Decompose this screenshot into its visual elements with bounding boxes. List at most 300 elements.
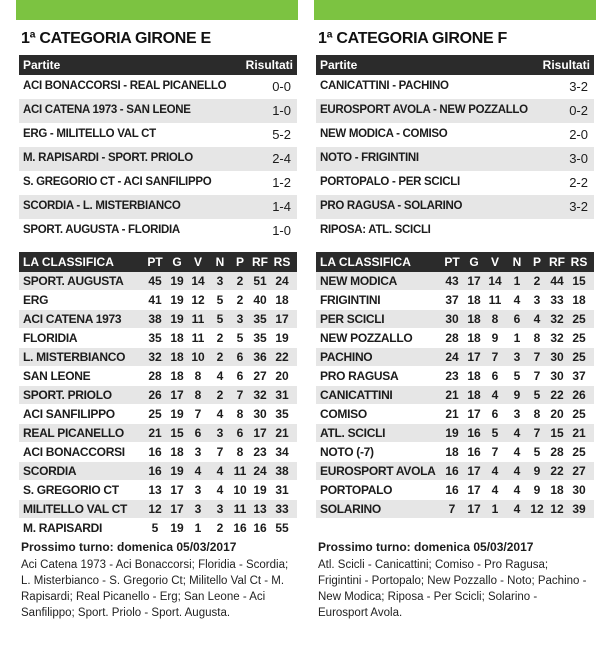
matches-header-label: Partite bbox=[320, 58, 358, 72]
standings-value: 32 bbox=[550, 331, 564, 345]
match-row bbox=[316, 219, 594, 243]
standings-value: 21 bbox=[445, 388, 459, 402]
standings-value: 2 bbox=[533, 274, 541, 288]
standings-team: SPORT. PRIOLO bbox=[23, 388, 112, 402]
standings-value: 30 bbox=[550, 350, 564, 364]
standings-value: 16 bbox=[233, 521, 247, 535]
standings-header-label: LA CLASSIFICA bbox=[320, 255, 411, 269]
match-teams: PORTOPALO - PER SCICLI bbox=[320, 176, 460, 188]
standings-value: 22 bbox=[550, 464, 564, 478]
standings-value: 1 bbox=[194, 521, 202, 535]
standings-value: 9 bbox=[513, 388, 521, 402]
standings-col-p: P bbox=[532, 255, 541, 269]
standings-value: 13 bbox=[148, 483, 162, 497]
match-teams: EUROSPORT AVOLA - NEW POZZALLO bbox=[320, 104, 528, 116]
match-result: 2-4 bbox=[272, 151, 291, 166]
standings-value: 2 bbox=[236, 274, 244, 288]
standings-value: 5 bbox=[216, 293, 224, 307]
standings-value: 17 bbox=[467, 502, 481, 516]
standings-value: 25 bbox=[572, 331, 586, 345]
standings-value: 8 bbox=[194, 388, 202, 402]
standings-value: 4 bbox=[491, 464, 499, 478]
standings-value: 7 bbox=[194, 407, 202, 421]
match-result: 3-0 bbox=[569, 151, 588, 166]
standings-row bbox=[316, 367, 594, 385]
standings-value: 17 bbox=[467, 464, 481, 478]
standings-row bbox=[316, 272, 594, 290]
standings-team: S. GREGORIO CT bbox=[23, 483, 119, 497]
standings-value: 3 bbox=[216, 426, 224, 440]
green-top-band-right bbox=[314, 0, 596, 20]
standings-row bbox=[316, 443, 594, 461]
standings-value: 26 bbox=[572, 388, 586, 402]
standings-value: 2 bbox=[216, 388, 224, 402]
standings-value: 21 bbox=[572, 426, 586, 440]
standings-row bbox=[19, 519, 297, 537]
match-result: 1-0 bbox=[272, 103, 291, 118]
match-row bbox=[316, 75, 594, 99]
standings-team: NEW MODICA bbox=[320, 274, 397, 288]
standings-value: 5 bbox=[513, 369, 521, 383]
standings-row bbox=[316, 500, 594, 518]
standings-team: M. RAPISARDI bbox=[23, 521, 103, 535]
standings-value: 5 bbox=[491, 426, 499, 440]
standings-col-n: N bbox=[512, 255, 522, 269]
match-row bbox=[19, 219, 297, 243]
standings-col-n: N bbox=[215, 255, 225, 269]
standings-value: 19 bbox=[170, 312, 184, 326]
standings-value: 11 bbox=[233, 502, 247, 516]
standings-row bbox=[316, 481, 594, 499]
standings-value: 17 bbox=[170, 388, 184, 402]
standings-value: 9 bbox=[533, 483, 541, 497]
match-result: 1-0 bbox=[272, 223, 291, 238]
standings-value: 27 bbox=[253, 369, 267, 383]
standings-row bbox=[19, 348, 297, 366]
standings-value: 7 bbox=[533, 426, 541, 440]
match-teams: M. RAPISARDI - SPORT. PRIOLO bbox=[23, 152, 193, 164]
standings-value: 28 bbox=[148, 369, 162, 383]
standings-value: 15 bbox=[572, 274, 586, 288]
standings-value: 17 bbox=[467, 483, 481, 497]
standings-col-g: G bbox=[469, 255, 479, 269]
standings-value: 16 bbox=[148, 445, 162, 459]
standings-value: 25 bbox=[148, 407, 162, 421]
standings-value: 17 bbox=[467, 274, 481, 288]
standings-col-rs: RS bbox=[570, 255, 588, 269]
standings-value: 4 bbox=[513, 464, 521, 478]
standings-col-v: V bbox=[490, 255, 499, 269]
standings-value: 6 bbox=[491, 407, 499, 421]
standings-team: SOLARINO bbox=[320, 502, 381, 516]
standings-value: 41 bbox=[148, 293, 162, 307]
standings-value: 35 bbox=[253, 312, 267, 326]
standings-value: 6 bbox=[236, 369, 244, 383]
standings-value: 12 bbox=[550, 502, 564, 516]
standings-value: 22 bbox=[550, 388, 564, 402]
standings-value: 16 bbox=[253, 521, 267, 535]
standings-value: 15 bbox=[170, 426, 184, 440]
standings-value: 4 bbox=[216, 464, 224, 478]
matches-header bbox=[316, 55, 594, 75]
standings-value: 6 bbox=[236, 426, 244, 440]
standings-value: 4 bbox=[216, 407, 224, 421]
standings-value: 3 bbox=[194, 445, 202, 459]
standings-team: EUROSPORT AVOLA bbox=[320, 464, 436, 478]
standings-value: 5 bbox=[216, 312, 224, 326]
standings-value: 45 bbox=[148, 274, 162, 288]
standings-value: 3 bbox=[513, 407, 521, 421]
standings-value: 11 bbox=[191, 312, 205, 326]
standings-value: 2 bbox=[216, 350, 224, 364]
standings-row bbox=[316, 405, 594, 423]
standings-value: 4 bbox=[513, 445, 521, 459]
standings-value: 40 bbox=[253, 293, 267, 307]
standings-col-g: G bbox=[172, 255, 182, 269]
match-result: 0-0 bbox=[272, 79, 291, 94]
standings-value: 4 bbox=[491, 483, 499, 497]
standings-row bbox=[19, 405, 297, 423]
standings-value: 2 bbox=[216, 521, 224, 535]
standings-value: 9 bbox=[533, 464, 541, 478]
standings-value: 4 bbox=[216, 483, 224, 497]
standings-row bbox=[316, 310, 594, 328]
standings-value: 11 bbox=[233, 464, 247, 478]
standings-row bbox=[19, 481, 297, 499]
match-row bbox=[316, 195, 594, 219]
match-row bbox=[316, 123, 594, 147]
standings-value: 15 bbox=[550, 426, 564, 440]
standings-value: 3 bbox=[216, 502, 224, 516]
standings-value: 32 bbox=[148, 350, 162, 364]
standings-team: ACI SANFILIPPO bbox=[23, 407, 115, 421]
standings-row bbox=[19, 443, 297, 461]
standings-value: 12 bbox=[148, 502, 162, 516]
standings-value: 19 bbox=[445, 426, 459, 440]
standings-value: 17 bbox=[170, 483, 184, 497]
standings-value: 2 bbox=[236, 293, 244, 307]
match-row bbox=[316, 171, 594, 195]
standings-value: 6 bbox=[236, 350, 244, 364]
standings-value: 10 bbox=[233, 483, 247, 497]
standings-value: 3 bbox=[513, 350, 521, 364]
standings-value: 51 bbox=[253, 274, 267, 288]
standings-value: 4 bbox=[513, 293, 521, 307]
standings-row bbox=[19, 310, 297, 328]
standings-col-pt: PT bbox=[147, 255, 163, 269]
standings-value: 23 bbox=[445, 369, 459, 383]
standings-value: 17 bbox=[275, 312, 289, 326]
match-teams: PRO RAGUSA - SOLARINO bbox=[320, 200, 463, 212]
standings-value: 4 bbox=[513, 483, 521, 497]
standings-value: 6 bbox=[513, 312, 521, 326]
standings-value: 11 bbox=[488, 293, 502, 307]
standings-team: PACHINO bbox=[320, 350, 373, 364]
match-row bbox=[19, 123, 297, 147]
standings-value: 4 bbox=[513, 426, 521, 440]
match-teams: NOTO - FRIGINTINI bbox=[320, 152, 419, 164]
standings-value: 16 bbox=[445, 483, 459, 497]
standings-value: 17 bbox=[467, 350, 481, 364]
standings-value: 8 bbox=[533, 331, 541, 345]
standings-value: 28 bbox=[550, 445, 564, 459]
standings-value: 55 bbox=[275, 521, 289, 535]
standings-value: 4 bbox=[533, 312, 541, 326]
standings-value: 24 bbox=[275, 274, 289, 288]
standings-value: 7 bbox=[236, 388, 244, 402]
standings-value: 8 bbox=[236, 407, 244, 421]
standings-value: 10 bbox=[191, 350, 205, 364]
standings-value: 30 bbox=[445, 312, 459, 326]
standings-value: 21 bbox=[445, 407, 459, 421]
match-result: 3-2 bbox=[569, 199, 588, 214]
standings-col-rs: RS bbox=[273, 255, 291, 269]
standings-value: 7 bbox=[491, 350, 499, 364]
standings-value: 17 bbox=[253, 426, 267, 440]
standings-col-p: P bbox=[235, 255, 244, 269]
standings-value: 14 bbox=[191, 274, 205, 288]
standings-col-rf: RF bbox=[252, 255, 268, 269]
standings-value: 20 bbox=[550, 407, 564, 421]
match-row bbox=[316, 99, 594, 123]
standings-value: 18 bbox=[467, 369, 481, 383]
standings-value: 24 bbox=[253, 464, 267, 478]
match-row bbox=[19, 75, 297, 99]
standings-value: 2 bbox=[216, 331, 224, 345]
standings-value: 38 bbox=[275, 464, 289, 478]
standings-value: 9 bbox=[491, 331, 499, 345]
standings-value: 18 bbox=[467, 388, 481, 402]
match-result: 1-2 bbox=[272, 175, 291, 190]
standings-value: 8 bbox=[491, 312, 499, 326]
standings-value: 18 bbox=[170, 331, 184, 345]
standings-team: SCORDIA bbox=[23, 464, 77, 478]
results-header-label: Risultati bbox=[245, 58, 293, 72]
standings-team: NOTO (-7) bbox=[320, 445, 374, 459]
standings-value: 39 bbox=[572, 502, 586, 516]
standings-value: 32 bbox=[550, 312, 564, 326]
standings-row bbox=[316, 329, 594, 347]
match-result: 2-2 bbox=[569, 175, 588, 190]
standings-value: 1 bbox=[491, 502, 499, 516]
standings-value: 26 bbox=[148, 388, 162, 402]
match-teams: SCORDIA - L. MISTERBIANCO bbox=[23, 200, 181, 212]
standings-value: 44 bbox=[550, 274, 564, 288]
standings-row bbox=[316, 424, 594, 442]
match-teams: ERG - MILITELLO VAL CT bbox=[23, 128, 156, 140]
standings-value: 18 bbox=[467, 331, 481, 345]
matches-header-label: Partite bbox=[23, 58, 61, 72]
standings-value: 16 bbox=[445, 464, 459, 478]
next-round-title: Prossimo turno: domenica 05/03/2017 bbox=[21, 540, 237, 554]
standings-row bbox=[316, 291, 594, 309]
standings-value: 36 bbox=[253, 350, 267, 364]
standings-value: 14 bbox=[488, 274, 502, 288]
standings-value: 18 bbox=[572, 293, 586, 307]
standings-value: 16 bbox=[467, 445, 481, 459]
standings-value: 33 bbox=[550, 293, 564, 307]
standings-value: 17 bbox=[467, 407, 481, 421]
standings-value: 35 bbox=[275, 407, 289, 421]
next-round-title: Prossimo turno: domenica 05/03/2017 bbox=[318, 540, 534, 554]
match-row bbox=[19, 99, 297, 123]
standings-value: 21 bbox=[275, 426, 289, 440]
standings-col-pt: PT bbox=[444, 255, 460, 269]
standings-team: ACI CATENA 1973 bbox=[23, 312, 122, 326]
standings-value: 33 bbox=[275, 502, 289, 516]
standings-value: 19 bbox=[170, 407, 184, 421]
next-round-fixtures: Aci Catena 1973 - Aci Bonaccorsi; Floridia - Scordia; L. Misterbianco - S. Gregorio Ct; Militello Val Ct - M. Rapisardi; Real Picanello - Erg; San Leone - Aci Sanfilippo; Sport. Priolo - Sport. Augusta. bbox=[21, 559, 289, 619]
standings-team: MILITELLO VAL CT bbox=[23, 502, 128, 516]
standings-value: 4 bbox=[216, 369, 224, 383]
standings-value: 43 bbox=[445, 274, 459, 288]
standings-value: 7 bbox=[491, 445, 499, 459]
match-teams: SPORT. AUGUSTA - FLORIDIA bbox=[23, 224, 180, 236]
standings-value: 12 bbox=[191, 293, 205, 307]
standings-value: 8 bbox=[194, 369, 202, 383]
standings-value: 20 bbox=[275, 369, 289, 383]
standings-value: 38 bbox=[148, 312, 162, 326]
standings-row bbox=[19, 462, 297, 480]
match-row bbox=[19, 171, 297, 195]
standings-team: FLORIDIA bbox=[23, 331, 78, 345]
standings-value: 18 bbox=[275, 293, 289, 307]
standings-header-label: LA CLASSIFICA bbox=[23, 255, 114, 269]
standings-value: 18 bbox=[550, 483, 564, 497]
standings-value: 31 bbox=[275, 483, 289, 497]
match-result: 1-4 bbox=[272, 199, 291, 214]
match-result: 2-0 bbox=[569, 127, 588, 142]
standings-value: 21 bbox=[148, 426, 162, 440]
match-row bbox=[19, 147, 297, 171]
standings-row bbox=[19, 500, 297, 518]
standings-team: PER SCICLI bbox=[320, 312, 385, 326]
standings-value: 19 bbox=[275, 331, 289, 345]
standings-header bbox=[316, 252, 594, 272]
standings-team: L. MISTERBIANCO bbox=[23, 350, 126, 364]
standings-value: 5 bbox=[533, 388, 541, 402]
match-row bbox=[19, 195, 297, 219]
standings-value: 37 bbox=[572, 369, 586, 383]
match-teams: RIPOSA: ATL. SCICLI bbox=[320, 224, 431, 236]
standings-value: 7 bbox=[533, 350, 541, 364]
match-teams: ACI BONACCORSI - REAL PICANELLO bbox=[23, 80, 227, 92]
standings-value: 25 bbox=[572, 312, 586, 326]
match-result: 3-2 bbox=[569, 79, 588, 94]
standings-value: 18 bbox=[170, 350, 184, 364]
standings-row bbox=[19, 329, 297, 347]
standings-value: 12 bbox=[530, 502, 544, 516]
standings-team: PRO RAGUSA bbox=[320, 369, 399, 383]
standings-value: 13 bbox=[253, 502, 267, 516]
match-row bbox=[316, 147, 594, 171]
standings-value: 6 bbox=[194, 426, 202, 440]
standings-value: 25 bbox=[572, 407, 586, 421]
section-title: 1ª CATEGORIA GIRONE E bbox=[21, 30, 211, 47]
match-teams: CANICATTINI - PACHINO bbox=[320, 80, 449, 92]
standings-col-rf: RF bbox=[549, 255, 565, 269]
standings-value: 16 bbox=[148, 464, 162, 478]
standings-team: CANICATTINI bbox=[320, 388, 393, 402]
standings-value: 11 bbox=[191, 331, 205, 345]
standings-value: 32 bbox=[253, 388, 267, 402]
match-teams: S. GREGORIO CT - ACI SANFILIPPO bbox=[23, 176, 212, 188]
standings-team: FRIGINTINI bbox=[320, 293, 381, 307]
standings-value: 5 bbox=[236, 331, 244, 345]
standings-value: 30 bbox=[550, 369, 564, 383]
standings-team: PORTOPALO bbox=[320, 483, 393, 497]
standings-row bbox=[19, 424, 297, 442]
standings-row bbox=[316, 386, 594, 404]
green-top-band-left bbox=[16, 0, 298, 20]
standings-value: 19 bbox=[253, 483, 267, 497]
standings-header bbox=[19, 252, 297, 272]
standings-team: COMISO bbox=[320, 407, 367, 421]
standings-value: 24 bbox=[445, 350, 459, 364]
standings-row bbox=[19, 386, 297, 404]
standings-value: 18 bbox=[467, 293, 481, 307]
standings-value: 4 bbox=[513, 502, 521, 516]
standings-team: REAL PICANELLO bbox=[23, 426, 124, 440]
standings-value: 19 bbox=[170, 274, 184, 288]
standings-team: SPORT. AUGUSTA bbox=[23, 274, 124, 288]
next-round-fixtures: Atl. Scicli - Canicattini; Comiso - Pro Ragusa; Frigintini - Portopalo; New Pozzallo - Noto; Pachino - New Modica; Riposa - Per Scicli; Solarino - Eurosport Avola. bbox=[318, 559, 587, 619]
standings-team: ATL. SCICLI bbox=[320, 426, 386, 440]
standings-row bbox=[19, 291, 297, 309]
standings-row bbox=[19, 272, 297, 290]
standings-team: SAN LEONE bbox=[23, 369, 91, 383]
standings-value: 35 bbox=[253, 331, 267, 345]
standings-value: 17 bbox=[170, 502, 184, 516]
standings-team: NEW POZZALLO bbox=[320, 331, 413, 345]
results-header-label: Risultati bbox=[542, 58, 590, 72]
standings-value: 3 bbox=[236, 312, 244, 326]
standings-value: 19 bbox=[170, 521, 184, 535]
standings-value: 18 bbox=[170, 369, 184, 383]
standings-value: 7 bbox=[448, 502, 456, 516]
standings-value: 8 bbox=[236, 445, 244, 459]
standings-value: 3 bbox=[194, 502, 202, 516]
match-result: 5-2 bbox=[272, 127, 291, 142]
standings-value: 5 bbox=[151, 521, 159, 535]
section-title: 1ª CATEGORIA GIRONE F bbox=[318, 30, 507, 47]
standings-value: 25 bbox=[572, 350, 586, 364]
standings-value: 1 bbox=[513, 274, 521, 288]
standings-value: 4 bbox=[491, 388, 499, 402]
match-result: 0-2 bbox=[569, 103, 588, 118]
standings-value: 28 bbox=[445, 331, 459, 345]
standings-value: 30 bbox=[572, 483, 586, 497]
standings-value: 4 bbox=[194, 464, 202, 478]
matches-header bbox=[19, 55, 297, 75]
standings-value: 3 bbox=[216, 274, 224, 288]
standings-value: 19 bbox=[170, 293, 184, 307]
standings-value: 27 bbox=[572, 464, 586, 478]
standings-value: 18 bbox=[170, 445, 184, 459]
standings-value: 18 bbox=[445, 445, 459, 459]
match-teams: ACI CATENA 1973 - SAN LEONE bbox=[23, 104, 191, 116]
standings-value: 34 bbox=[275, 445, 289, 459]
standings-value: 30 bbox=[253, 407, 267, 421]
standings-value: 37 bbox=[445, 293, 459, 307]
standings-value: 25 bbox=[572, 445, 586, 459]
standings-value: 8 bbox=[533, 407, 541, 421]
standings-row bbox=[316, 348, 594, 366]
standings-value: 22 bbox=[275, 350, 289, 364]
standings-value: 16 bbox=[467, 426, 481, 440]
standings-team: ERG bbox=[23, 293, 49, 307]
standings-value: 3 bbox=[533, 293, 541, 307]
